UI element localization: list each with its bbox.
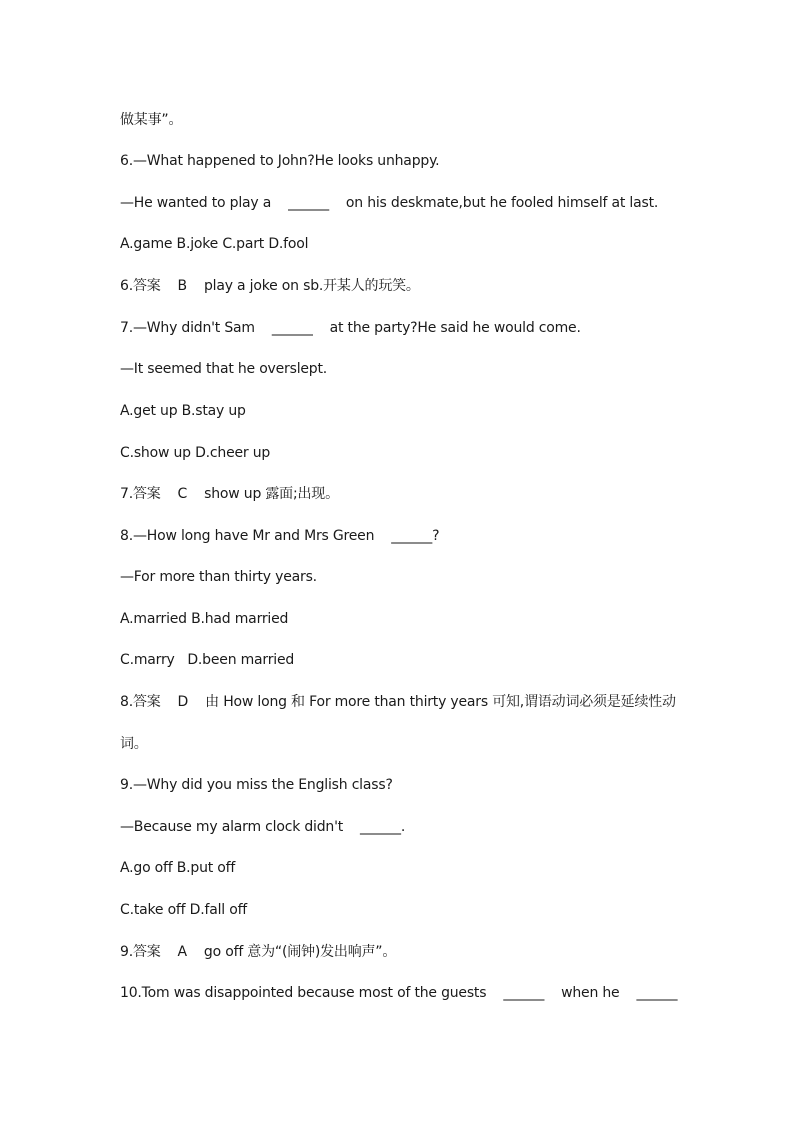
question-7-answer: 7.答案 C show up 露面;出现。 <box>120 486 339 502</box>
question-8-options-ab: A.married B.had married <box>120 611 289 627</box>
question-9-answer: 9.答案 A go off 意为“(闹钟)发出响声”。 <box>120 944 397 960</box>
question-8-prompt: 8.—How long have Mr and Mrs Green ______? <box>120 528 440 544</box>
question-9-options-cd: C.take off D.fall off <box>120 902 248 918</box>
question-7-options-ab: A.get up B.stay up <box>120 403 246 419</box>
question-6-options: A.game B.joke C.part D.fool <box>120 236 309 252</box>
question-8-response: —For more than thirty years. <box>120 569 317 585</box>
question-7-prompt: 7.—Why didn't Sam ______ at the party?He said he would come. <box>120 320 581 336</box>
question-7-options-cd: C.show up D.cheer up <box>120 445 271 461</box>
text-line-continuation: 做某事”。 <box>120 112 183 128</box>
question-8-answer: 8.答案 D 由 How long 和 For more than thirty years 可知,谓语动词必须是延续性动 <box>120 694 676 710</box>
question-9-response: —Because my alarm clock didn't ______. <box>120 819 406 835</box>
question-6-answer: 6.答案 B play a joke on sb.开某人的玩笑。 <box>120 278 420 294</box>
question-6-blank-sentence: —He wanted to play a ______ on his deskmate,but he fooled himself at last. <box>120 195 659 211</box>
question-8-options-cd: C.marry D.been married <box>120 652 295 668</box>
question-9-prompt: 9.—Why did you miss the English class? <box>120 777 393 793</box>
question-9-options-ab: A.go off B.put off <box>120 860 236 876</box>
question-10-prompt: 10.Tom was disappointed because most of the guests ______ when he ______ <box>120 985 678 1001</box>
question-7-response: —It seemed that he overslept. <box>120 361 328 377</box>
question-8-answer-continued: 词。 <box>120 736 148 752</box>
question-6-prompt: 6.—What happened to John?He looks unhappy. <box>120 153 440 169</box>
